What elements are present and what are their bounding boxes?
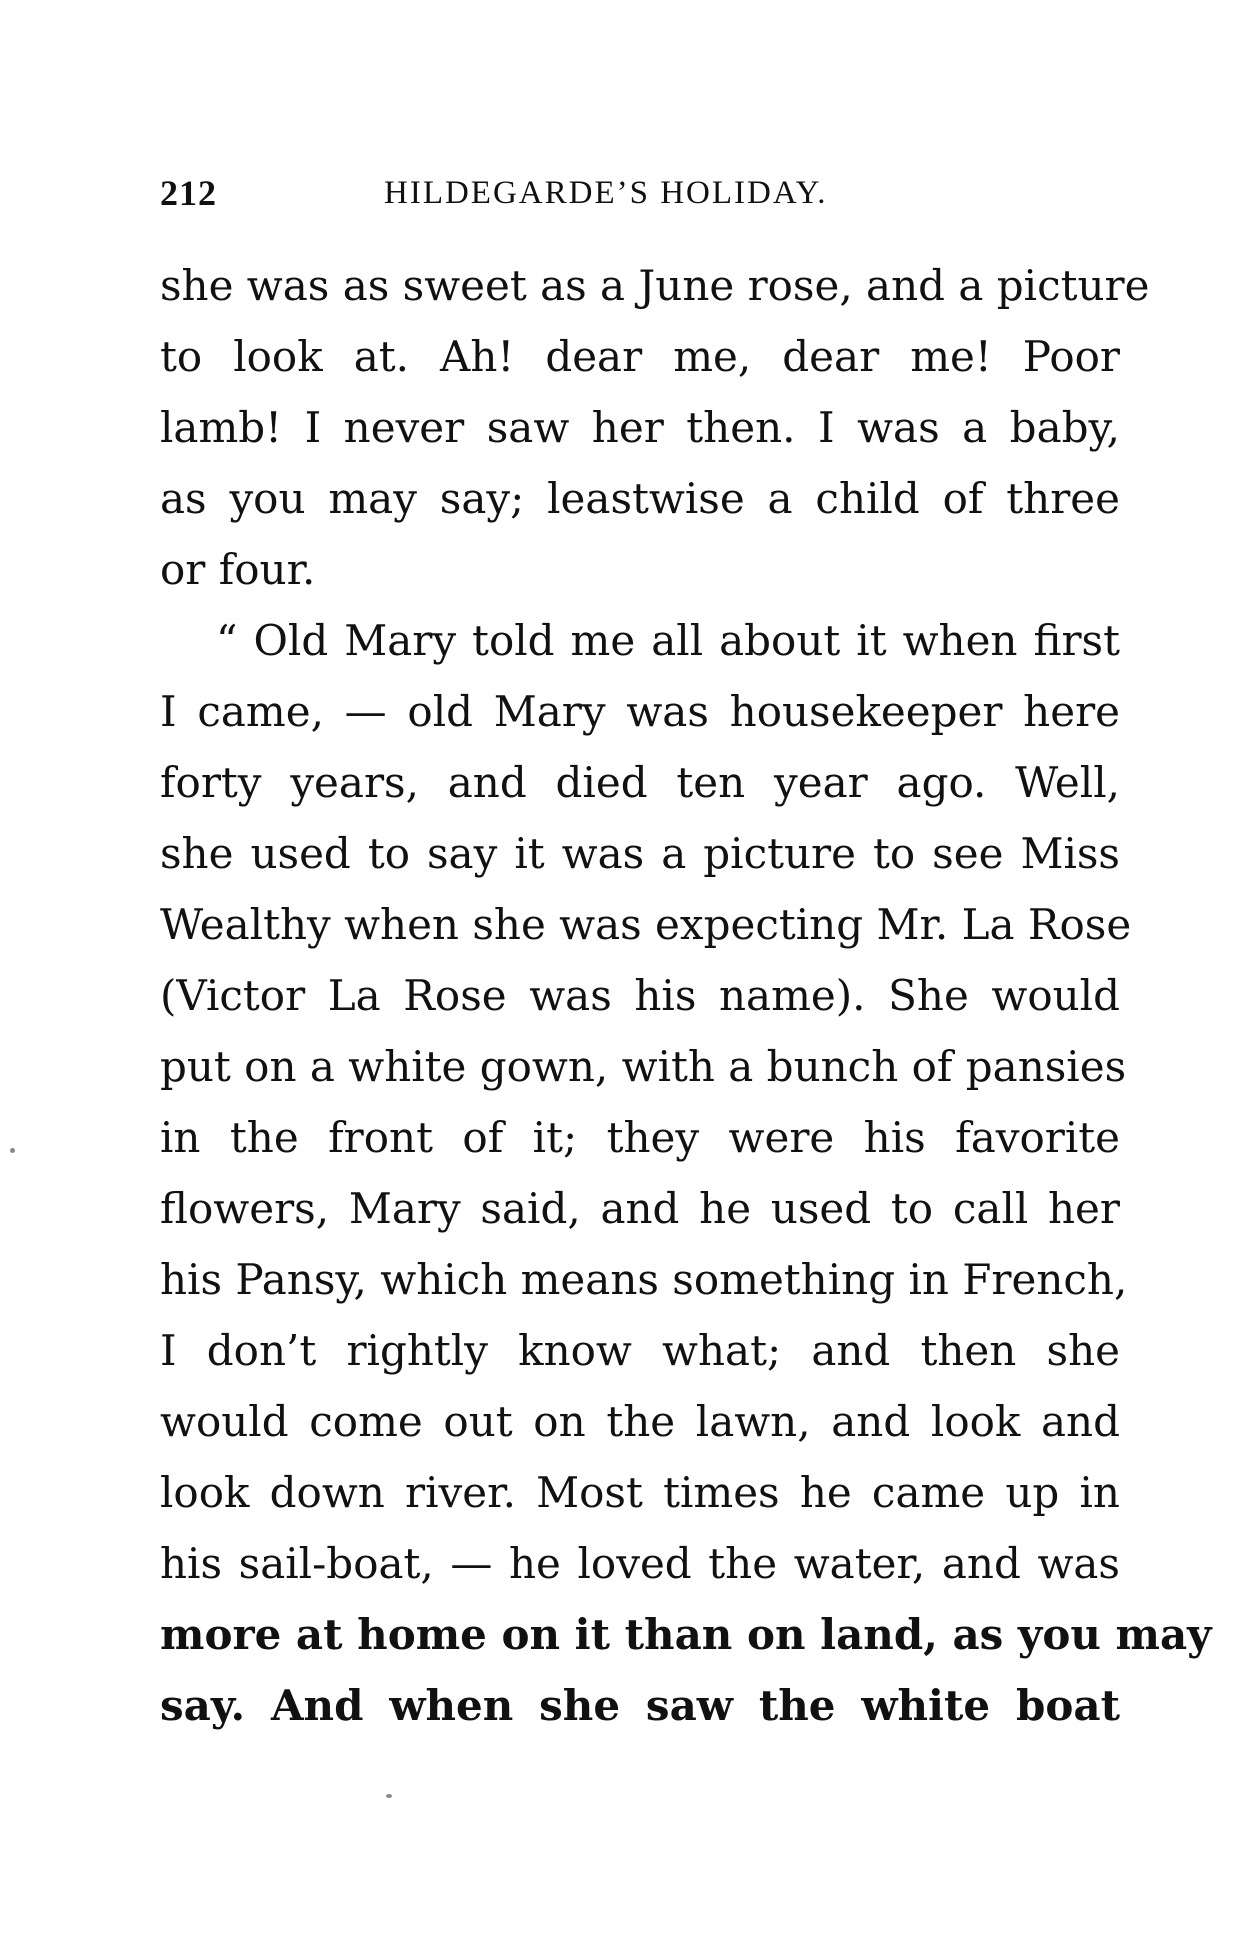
body-text	[160, 250, 1212, 1741]
text-line: Wealthy when she was expecting Mr. La Rose	[160, 900, 1132, 949]
text-line: put on a white gown, with a bunch of pansies	[160, 1042, 1127, 1091]
text-line: I don’t rightly know what; and then she	[160, 1326, 1120, 1375]
running-title: HILDEGARDE’S HOLIDAY.	[384, 175, 828, 211]
text-line: say. And when she saw the white boat	[160, 1681, 1120, 1730]
text-line: his Pansy, which means something in French,	[160, 1255, 1128, 1304]
running-head	[160, 172, 1120, 222]
text-line: forty years, and died ten year ago. Well,	[160, 758, 1120, 807]
text-line: I came, — old Mary was housekeeper here	[160, 687, 1120, 736]
text-line: (Victor La Rose was his name). She would	[160, 971, 1120, 1020]
text-line: look down river. Most times he came up in	[160, 1468, 1120, 1517]
text-line: or four.	[160, 545, 316, 594]
text-line: would come out on the lawn, and look and	[160, 1397, 1120, 1446]
text-line: more at home on it than on land, as you may	[160, 1610, 1212, 1659]
text-line: as you may say; leastwise a child of three	[160, 474, 1120, 523]
paragraph-start-line: “ Old Mary told me all about it when first	[216, 616, 1120, 665]
text-line: flowers, Mary said, and he used to call her	[160, 1184, 1120, 1233]
ink-speck	[386, 1794, 392, 1798]
page-number: 212	[160, 173, 217, 213]
text-line: his sail-boat, — he loved the water, and was	[160, 1539, 1120, 1588]
text-line: lamb! I never saw her then. I was a baby,	[160, 403, 1120, 452]
text-line: in the front of it; they were his favorite	[160, 1113, 1120, 1162]
text-line: to look at. Ah! dear me, dear me! Poor	[160, 332, 1120, 381]
ink-speck	[10, 1148, 15, 1153]
text-line: she used to say it was a picture to see Miss	[160, 829, 1120, 878]
text-line: she was as sweet as a June rose, and a picture	[160, 261, 1150, 310]
